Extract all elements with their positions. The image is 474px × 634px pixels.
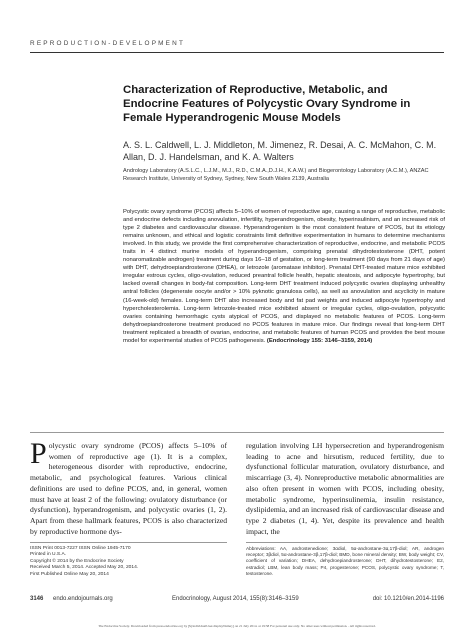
- issn-line: ISSN Print 0013-7227 ISSN Online 1945-7170: [30, 546, 131, 551]
- copyright-line: Copyright © 2014 by the Endocrine Society: [30, 558, 124, 564]
- abbreviations: Abbreviations: AA, androstenedione; 3αdiol, 5α-androstane-3α,17β-diol; AR, androgen receptor; 3βdiol, 5α-androstane-3β,17β-diol; BMD, bone mineral density; BW, body weight; CV, coefficient of variation; DHEA, dehydroepiandrosterone; DHT, dihydrotestosterone; E2, estradiol; LBM, lean body mass; P4, progesterone; PCOS, polycystic ovary syndrome; T, testosterone.: [246, 546, 444, 576]
- drop-cap: P: [30, 437, 47, 470]
- published-line: First Published Online May 20, 2014: [30, 571, 109, 577]
- download-notice: The Endocrine Society. Downloaded from press.endocrine.org by [${individualUser.displayName}] on 21 July 2014. at 19:58 For personal use only. No other uses without permission. . All rights reserved.: [98, 624, 376, 628]
- header-divider: [30, 52, 444, 53]
- body-column-right: [246, 441, 444, 537]
- body-text-left: olycystic ovary syndrome (PCOS) affects 5–10% of women of reproductive age (1). It is a complex, heterogeneous disorder with reproductive, endocrine, metabolic, and psychological features. Various clinical definitions are used to define PCOS, and, in general, women must have at least 2 of the following: ovulatory disturbance (or dysfunction), hyperandrogenism, and polycystic ovaries (1, 2). Apart from these hallmark features, PCOS is also characterized by reproductive hormone dys-: [30, 441, 227, 536]
- abstract-citation: (Endocrinology 155: 3146–3159, 2014): [266, 337, 373, 344]
- received-line: Received March 5, 2014. Accepted May 20, 2014.: [30, 565, 139, 571]
- printed-line: Printed in U.S.A.: [30, 552, 67, 558]
- publication-info: [30, 546, 227, 578]
- body-column-left: [30, 437, 227, 537]
- journal-citation: Endocrinology, August 2014, 155(8):3146–3159: [172, 596, 299, 602]
- page-footer: [30, 596, 444, 606]
- meta-divider: [30, 542, 227, 543]
- author-affiliation: Andrology Laboratory (A.S.L.C., L.J.M., M.J., R.D., C.M.A.,D.J.H., K.A.W.) and Biogerontology Laboratory (A.C.M.), ANZAC Research Institute, University of Sydney, Sydney, New South Wales 2139, Australia: [123, 168, 429, 182]
- journal-website-link[interactable]: endo.endojournals.org: [53, 596, 113, 602]
- doi-link[interactable]: doi: 10.1210/en.2014-1196: [372, 596, 444, 602]
- abbreviations-divider: [246, 542, 444, 543]
- abstract: [123, 208, 445, 345]
- article-title: Characterization of Reproductive, Metabolic, and Endocrine Features of Polycystic Ovary Syndrome in Female Hyperandrogenic Mouse Models: [123, 84, 411, 125]
- abstract-text: Polycystic ovary syndrome (PCOS) affects 5–10% of women of reproductive age, causing a range of reproductive, metabolic and endocrine defects including anovulation, infertility, hyperandrogenism, obesity, hyperinsulinism, and an increased risk of type 2 diabetes and cardiovascular disease. Hyperandrogenism is the most consistent feature of PCOS, but its etiology remains unknown, and ethical and logistic constraints limit definitive experimentation in humans to determine mechanisms involved. In this study, we provide the first comprehensive characterization of reproductive, endocrine, and metabolic PCOS traits in 4 distinct murine models of hyperandrogenism, comprising prenatal dihydrotestosterone (DHT, potent nonaromatizable androgen) treatment during days 16–18 of gestation, or long-term treatment (90 days from 21 days of age) with DHT, dehydroepiandrosterone (DHEA), or letrozole (aromatase inhibitor). Prenatal DHT-treated mature mice exhibited irregular estrous cycles, oligo-ovulation, reduced preantral follicle health, hepatic steatosis, and adipocyte hypertrophy, but lacked overall changes in body-fat composition. Long-term DHT treatment induced polycystic ovaries displaying unhealthy antral follicles (degenerate oocyte and/or > 10% pyknotic granulosa cells), as well as anovulation and acyclicity in mature (16-week-old) females. Long-term DHT also increased body and fat pad weights and induced adipocyte hypertrophy and hypercholesterolemia. Long-term letrozole-treated mice exhibited absent or irregular cycles, oligo-ovulation, polycystic ovaries containing hemorrhagic cysts atypical of PCOS, and displayed no metabolic features of PCOS. Long-term dehydroepiandrosterone treatment produced no PCOS features in mature mice. Our findings reveal that long-term DHT treatment replicated a breadth of ovarian, endocrine, and metabolic features of human PCOS and provides the best mouse model for experimental studies of PCOS pathogenesis.: [123, 209, 445, 344]
- page-number: 3146: [30, 596, 44, 602]
- body-text-right: regulation involving LH hypersecretion and hyperandrogenism leading to acne and hirsutism, reduced fertility, due to dysfunctional follicular maturation, ovulatory disturbance, and miscarriage (3, 4). Nonreproductive metabolic abnormalities are also often present in women with PCOS, including obesity, metabolic syndrome, hyperinsulinemia, insulin resistance, dyslipidemia, and an increased risk of cardiovascular disease and type 2 diabetes (1, 4). Yet, despite its prevalence and health impact, the: [246, 441, 444, 536]
- abstract-divider: [30, 432, 444, 433]
- section-label: REPRODUCTION-DEVELOPMENT: [30, 40, 186, 47]
- author-list: A. S. L. Caldwell, L. J. Middleton, M. Jimenez, R. Desai, A. C. McMahon, C. M. Allan, D. J. Handelsman, and K. A. Walters: [123, 140, 437, 162]
